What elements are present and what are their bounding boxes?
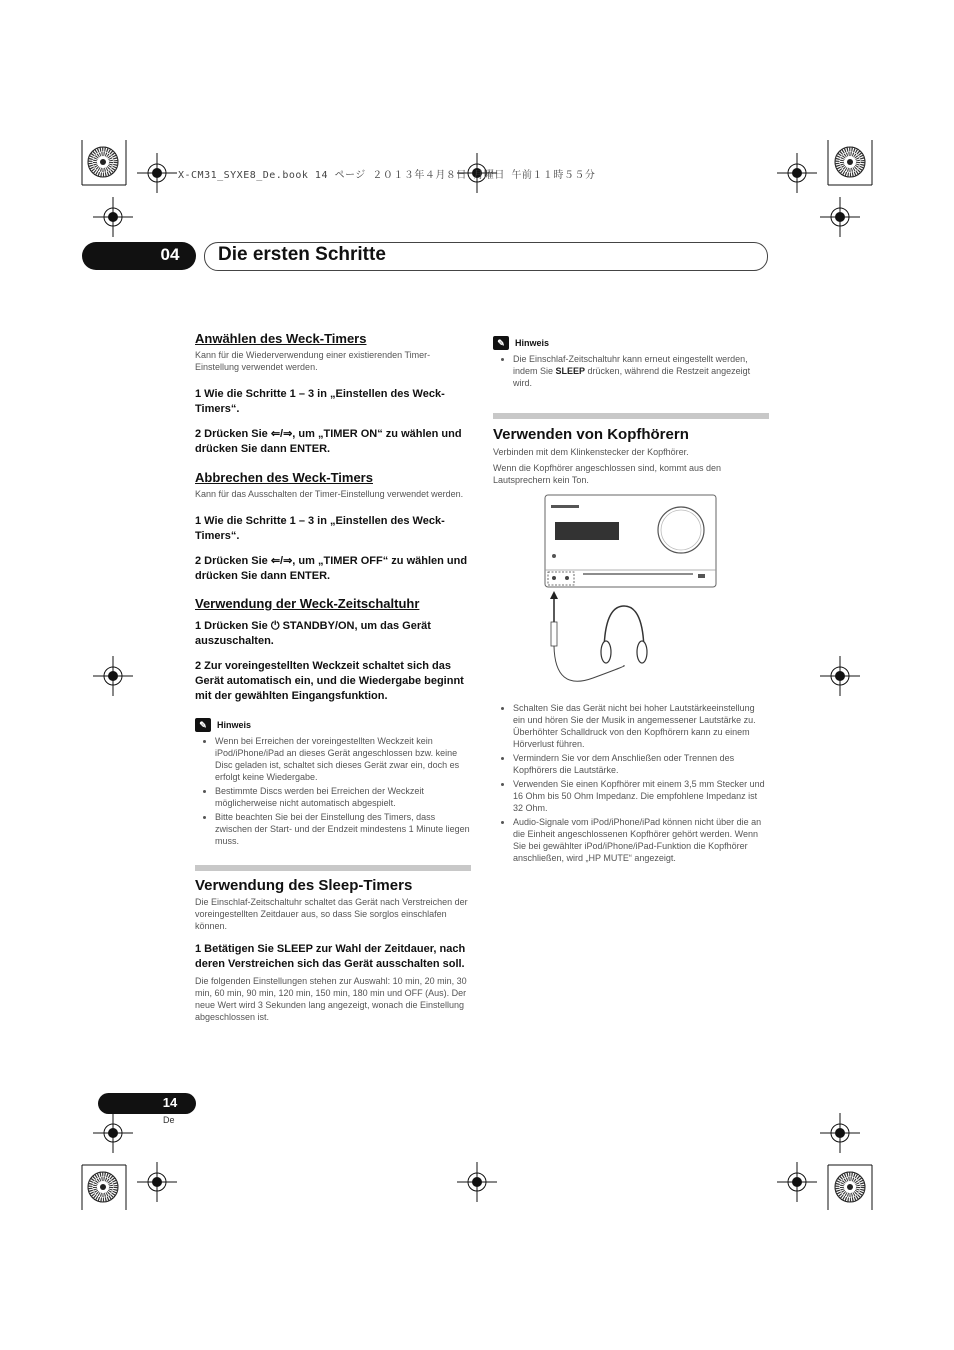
right-column bbox=[493, 336, 769, 866]
step: 2 Drücken Sie ⇐/⇒, um „TIMER OFF“ zu wählen und drücken Sie dann ENTER. bbox=[195, 555, 468, 582]
section-heading: Verwendung der Weck-Zeitschaltuhr bbox=[195, 596, 420, 611]
note-title: Hinweis bbox=[217, 720, 252, 730]
section-description: Kann für das Ausschalten der Timer-Einstellung verwendet werden. bbox=[195, 489, 464, 499]
section-heading: Anwählen des Weck-Timers bbox=[195, 331, 367, 346]
section-description: Die folgenden Einstellungen stehen zur Auswahl: 10 min, 20 min, 30 min, 60 min, 90 min, 120 min, 150 min, 180 min und OFF (Aus). Der neue Wert wird 3 Sekunden lang angezeigt, wonach die Einstellung abgeschlossen ist. bbox=[195, 976, 467, 1022]
section-description: Verbinden mit dem Klinkenstecker der Kopfhörer. bbox=[493, 447, 689, 457]
list-item: • Bitte beachten Sie bei der Einstellung des Timers, dass zwischen der Start- und der Endzeit mindestens 1 Minute liegen muss. bbox=[215, 811, 471, 847]
list-item: • Die Einschlaf-Zeitschaltuhr kann erneut eingestellt werden, indem Sie SLEEP drücken, während die Restzeit angezeigt wird. bbox=[513, 353, 769, 389]
book-info-line: X-CM31_SYXE8_De.book 14 ページ ２０１３年４月８日 月曜日 午前１１時５５分 bbox=[178, 170, 596, 181]
pencil-icon: ✎ bbox=[493, 336, 509, 350]
section-heading: Verwenden von Kopfhörern bbox=[493, 426, 689, 443]
list-item: • Vermindern Sie vor dem Anschließen oder Trennen des Kopfhörers die Lautstärke. bbox=[513, 752, 769, 776]
note-list bbox=[195, 735, 471, 847]
note-list bbox=[493, 353, 769, 389]
step: 1 Betätigen Sie SLEEP zur Wahl der Zeitdauer, nach deren Verstreichen sich das Gerät ausschalten soll. bbox=[195, 943, 466, 970]
list-item: • Schalten Sie das Gerät nicht bei hoher Lautstärkeeinstellung ein und hören Sie der Musik in angemessener Lautstärke zu. Überhöhter Schalldruck von den Kopfhörern kann zu einem Hörverlust führen. bbox=[513, 702, 769, 750]
section-description: Kann für die Wiederverwendung einer existierenden Timer-Einstellung verwendet werden. bbox=[195, 350, 431, 372]
step: 2 Drücken Sie ⇐/⇒, um „TIMER ON“ zu wählen und drücken Sie dann ENTER. bbox=[195, 428, 462, 455]
section-divider bbox=[493, 413, 769, 419]
note-header bbox=[195, 718, 471, 732]
note-header bbox=[493, 336, 769, 350]
step: 1 Wie die Schritte 1 – 3 in „Einstellen des Weck-Timers“. bbox=[195, 388, 445, 415]
headphone-notes bbox=[493, 702, 769, 864]
list-item: • Bestimmte Discs werden bei Erreichen der Weckzeit möglicherweise nicht automatisch abgespielt. bbox=[215, 785, 471, 809]
pencil-icon: ✎ bbox=[195, 718, 211, 732]
section-divider bbox=[195, 865, 471, 871]
chapter-title: Die ersten Schritte bbox=[218, 244, 386, 265]
left-column bbox=[195, 331, 471, 1023]
step: 1 Wie die Schritte 1 – 3 in „Einstellen des Weck-Timers“. bbox=[195, 515, 445, 542]
step: 1 Drücken Sie ⏻ STANDBY/ON, um das Gerät auszuschalten. bbox=[195, 620, 431, 647]
list-item: • Verwenden Sie einen Kopfhörer mit einem 3,5 mm Stecker und 16 Ohm bis 50 Ohm Impedanz. Die empfohlene Impedanz ist 32 Ohm. bbox=[513, 778, 769, 814]
section-description: Wenn die Kopfhörer angeschlossen sind, kommt aus den Lautsprechern kein Ton. bbox=[493, 463, 721, 485]
list-item: • Audio-Signale vom iPod/iPhone/iPad können nicht über die an die Einheit angeschlossenen Kopfhörer gehört werden. Wenn Sie bei gewählter iPod/iPhone/iPad-Funktion die Kopfhörer anschließen, wird „HP MUTE“ angezeigt. bbox=[513, 816, 769, 864]
section-heading: Verwendung des Sleep-Timers bbox=[195, 877, 413, 894]
chapter-number: 04 bbox=[160, 245, 180, 264]
page-language: De bbox=[163, 1115, 175, 1125]
page-number: 14 bbox=[162, 1095, 178, 1110]
step: 2 Zur voreingestellten Weckzeit schaltet sich das Gerät automatisch ein, und die Wiedergabe beginnt mit der gewählten Eingangsfunktion. bbox=[195, 660, 464, 702]
list-item: • Wenn bei Erreichen der voreingestellten Weckzeit kein iPod/iPhone/iPad an dieses Gerät angeschlossen bzw. keine Disc geladen ist, schaltet sich dieses Gerät zwar ein, doch es erfolgt keine Wiedergabe. bbox=[215, 735, 471, 783]
note-title: Hinweis bbox=[515, 338, 550, 348]
headphone-connection-illustration bbox=[493, 492, 769, 698]
section-heading: Abbrechen des Weck-Timers bbox=[195, 470, 373, 485]
section-description: Die Einschlaf-Zeitschaltuhr schaltet das Gerät nach Verstreichen der voreingestellten Zeitdauer aus, so dass Sie sorglos einschlafen können. bbox=[195, 897, 468, 931]
